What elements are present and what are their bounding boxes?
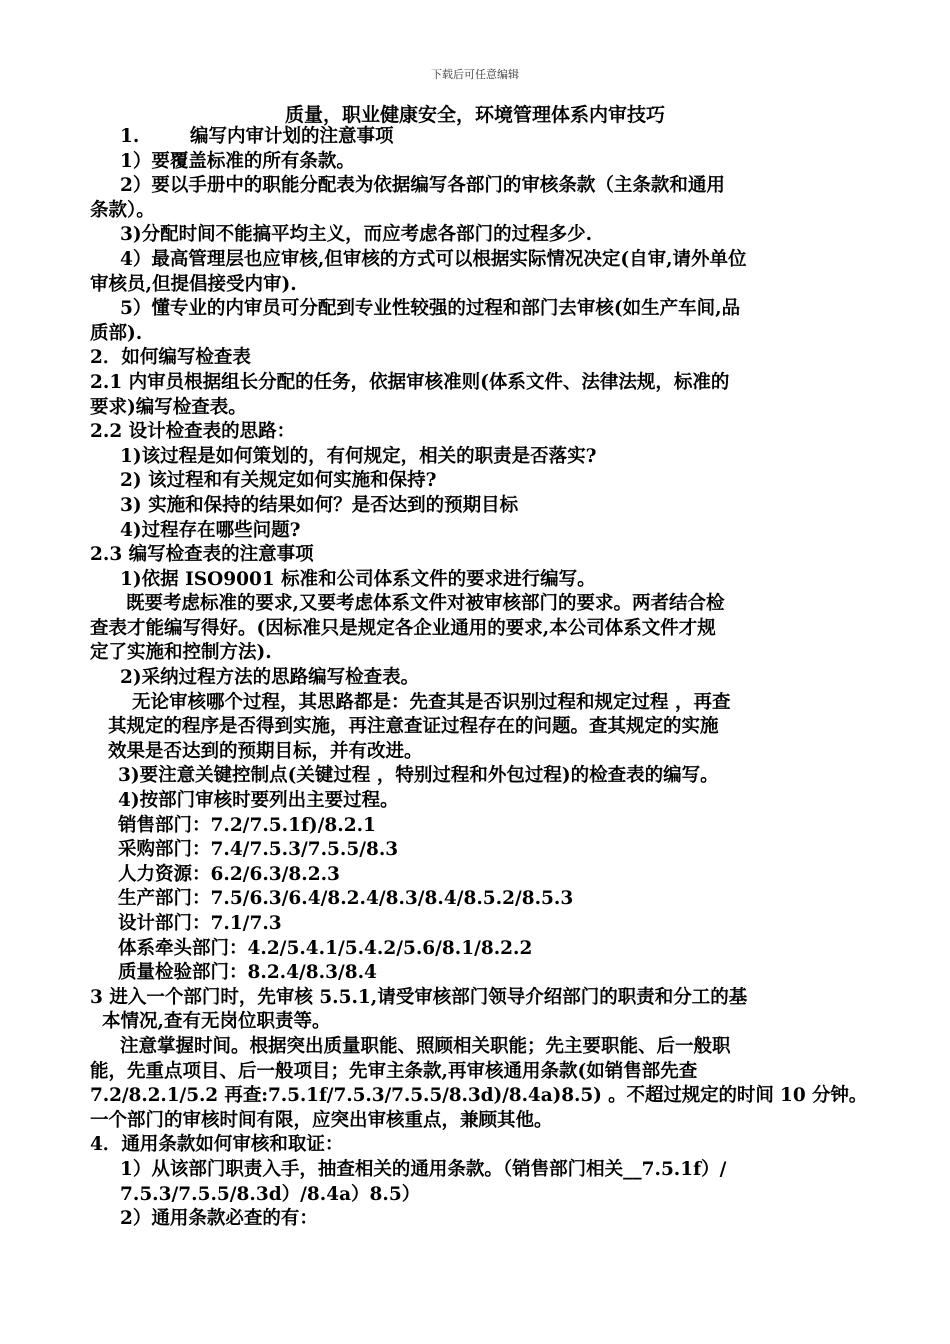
department-item: 人力资源：6.2/6.3/8.2.3 bbox=[118, 863, 340, 885]
list-item-continuation: 质部). bbox=[90, 322, 143, 344]
paragraph-line: 既要考虑标准的要求,又要考虑体系文件对被审核部门的要求。两者结合检 bbox=[126, 593, 725, 615]
list-item: 2）通用条款必查的有： bbox=[120, 1208, 318, 1230]
paragraph-line: 能，先重点项目、后一般项目；先审主条款,再审核通用条款(如销售部先查 bbox=[90, 1060, 698, 1082]
list-item: 3) 实施和保持的结果如何？是否达到的预期目标 bbox=[120, 494, 519, 516]
department-item: 生产部门：7.5/6.3/6.4/8.2.4/8.3/8.4/8.5.2/8.5.3 bbox=[118, 888, 574, 910]
list-item: 5）懂专业的内审员可分配到专业性较强的过程和部门去审核(如生产车间,品 bbox=[120, 298, 741, 320]
list-item: 1）要覆盖标准的所有条款。 bbox=[120, 150, 355, 172]
paragraph-line: 查表才能编写得好。(因标准只是规定各企业通用的要求,本公司体系文件才规 bbox=[90, 617, 716, 639]
department-item: 设计部门：7.1/7.3 bbox=[118, 913, 282, 934]
paragraph-line: 定了实施和控制方法). bbox=[90, 642, 272, 664]
section-heading: 4．通用条款如何审核和取证： bbox=[90, 1134, 344, 1156]
list-item: 2)采纳过程方法的思路编写检查表。 bbox=[120, 667, 420, 689]
paragraph-line: 效果是否达到的预期目标，并有改进。 bbox=[108, 740, 423, 762]
list-item: 3)分配时间不能搞平均主义，而应考虑各部门的过程多少. bbox=[120, 224, 593, 246]
list-item: 1)该过程是如何策划的，有何规定，相关的职责是否落实? bbox=[120, 445, 597, 467]
department-item: 体系牵头部门：4.2/5.4.1/5.4.2/5.6/8.1/8.2.2 bbox=[118, 937, 533, 959]
document-title: 质量，职业健康安全，环境管理体系内审技巧 bbox=[284, 104, 665, 126]
paragraph-line: 3 进入一个部门时，先审核 5.5.1,请受审核部门领导介绍部门的职责和分工的基 bbox=[90, 986, 748, 1008]
list-item: 4)过程存在哪些问题? bbox=[120, 519, 301, 541]
section-heading: 2．如何编写检查表 bbox=[90, 347, 251, 369]
paragraph-line: 一个部门的审核时间有限，应突出审核重点，兼顾其他。 bbox=[90, 1109, 553, 1131]
list-item-continuation: 条款）。 bbox=[90, 199, 155, 221]
list-item: 1）从该部门职责入手，抽查相关的通用条款。（销售部门相关__7.5.1f）/ bbox=[120, 1158, 727, 1180]
department-item: 质量检验部门：8.2.4/8.3/8.4 bbox=[118, 962, 377, 984]
paragraph-line: 7.2/8.2.1/5.2 再查:7.5.1f/7.5.3/7.5.5/8.3d)/8.4a)8.5) 。不超过规定的时间 10 分钟。 bbox=[90, 1085, 868, 1107]
list-item: 4）最高管理层也应审核,但审核的方式可以根据实际情况决定(自审,请外单位 bbox=[120, 248, 747, 270]
list-item-continuation: 7.5.3/7.5.5/8.3d）/8.4a）8.5） bbox=[120, 1183, 421, 1205]
department-item: 采购部门：7.4/7.5.3/7.5.5/8.3 bbox=[118, 839, 399, 861]
subsection-heading: 2.3 编写检查表的注意事项 bbox=[90, 544, 314, 566]
list-item: 3)要注意关键控制点(关键过程 ，特别过程和外包过程)的检查表的编写。 bbox=[118, 765, 719, 787]
department-item: 销售部门：7.2/7.5.1f)/8.2.1 bbox=[118, 814, 376, 836]
subsection-heading: 2.2 设计检查表的思路： bbox=[90, 421, 296, 443]
paragraph-line: 要求)编写检查表。 bbox=[90, 396, 247, 418]
section-heading: 1. 编写内审计划的注意事项 bbox=[120, 126, 394, 147]
list-item: 1)依据 ISO9001 标准和公司体系文件的要求进行编写。 bbox=[120, 568, 596, 590]
list-item-continuation: 审核员,但提倡接受内审). bbox=[90, 273, 297, 295]
list-item: 2）要以手册中的职能分配表为依据编写各部门的审核条款（主条款和通用 bbox=[120, 175, 725, 197]
document-body bbox=[90, 125, 870, 1232]
list-item: 4)按部门审核时要列出主要过程。 bbox=[118, 790, 399, 812]
page-header: 下载后可任意编辑 bbox=[431, 68, 519, 81]
paragraph-line: 其规定的程序是否得到实施，再注意查证过程存在的问题。查其规定的实施 bbox=[108, 716, 719, 738]
list-item: 2) 该过程和有关规定如何实施和保持? bbox=[120, 470, 437, 492]
paragraph-line: 注意掌握时间。根据突出质量职能、照顾相关职能；先主要职能、后一般职 bbox=[120, 1035, 731, 1057]
paragraph-line: 无论审核哪个过程，其思路都是：先查其是否识别过程和规定过程 ，再查 bbox=[132, 691, 731, 713]
paragraph-line: 2.1 内审员根据组长分配的任务，依据审核准则(体系文件、法律法规，标准的 bbox=[90, 371, 730, 393]
paragraph-line: 本情况,查有无岗位职责等。 bbox=[102, 1011, 331, 1033]
